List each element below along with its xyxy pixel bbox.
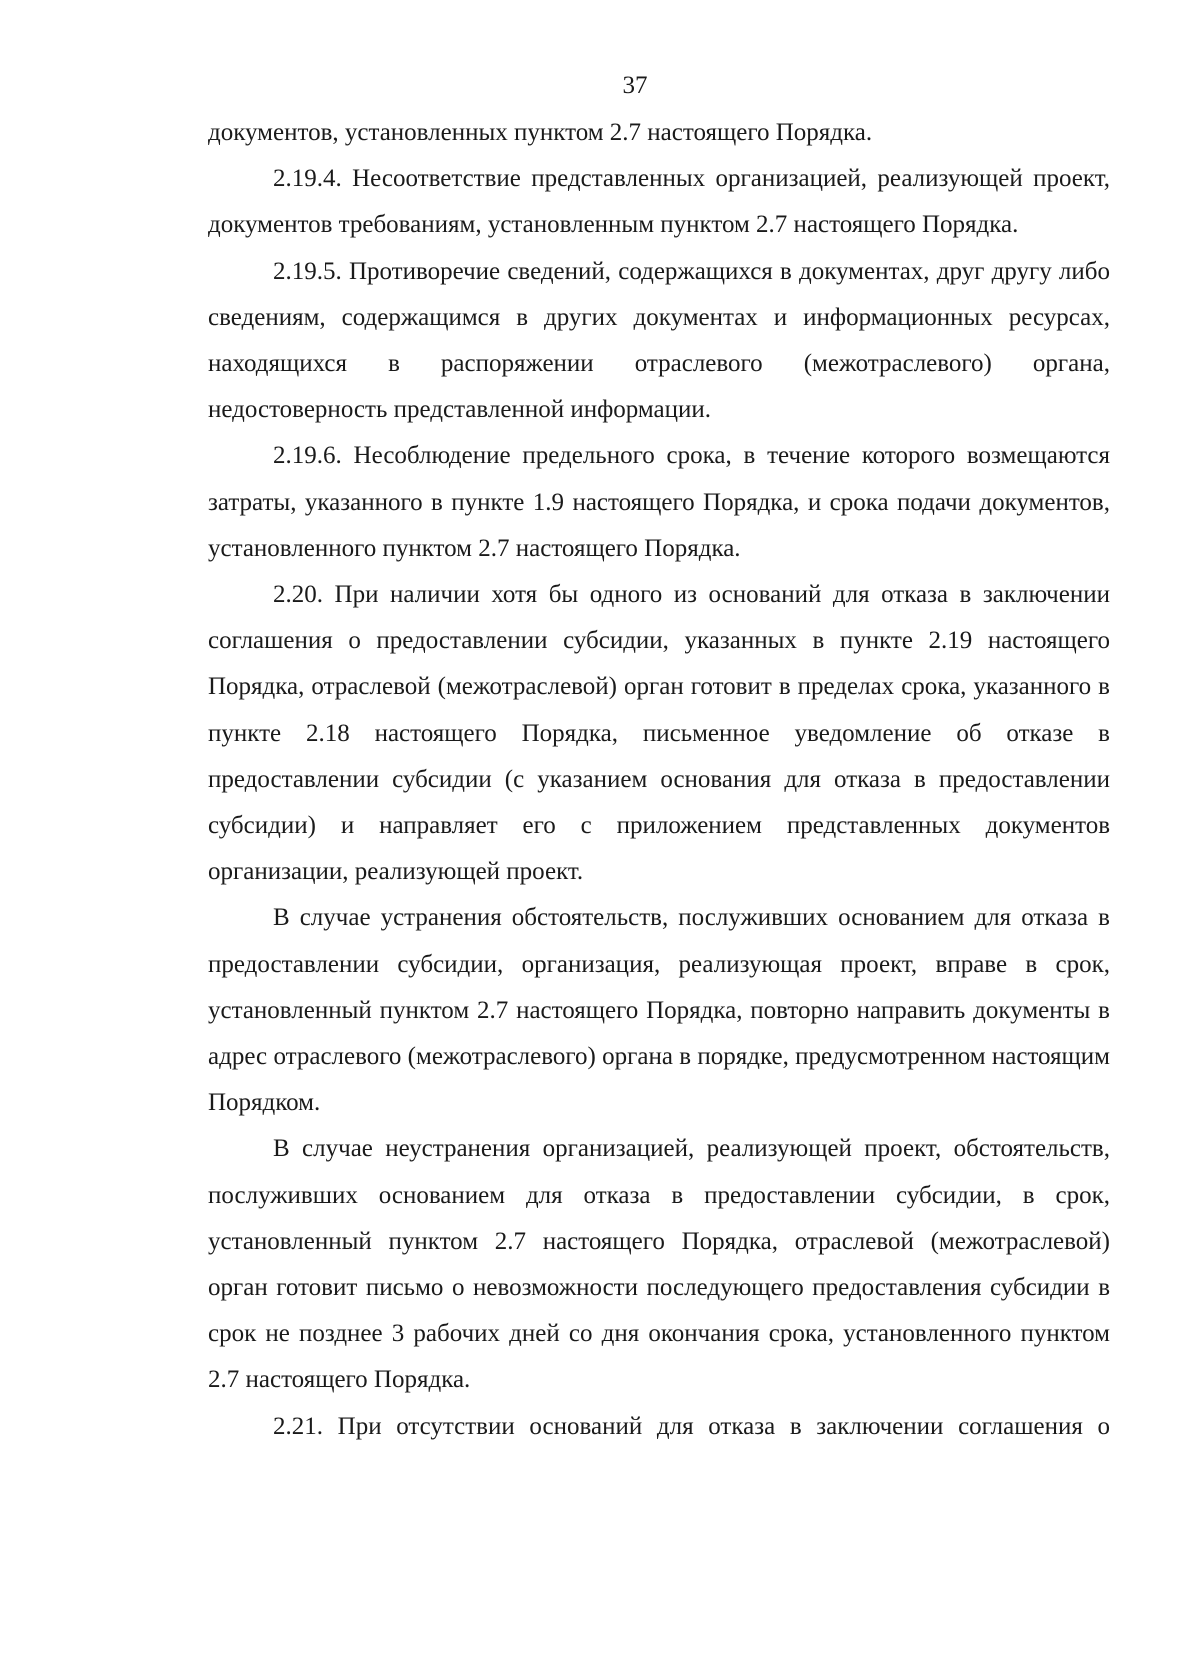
paragraph-2-19-6: 2.19.6. Несоблюдение предельного срока, в течение которого возмещаются затраты, указанного в пункте 1.9 настоящего Порядка, и срока подачи документов, установленного пунктом 2.7 настоящего Порядка. xyxy=(208,442,1110,562)
paragraph-2-19-5: 2.19.5. Противоречие сведений, содержащихся в документах, друг другу либо сведениям, содержащимся в других документах и информационных ресурсах, находящихся в распоряжении отраслевого (межотраслевого) органа, недостоверность представленной информации. xyxy=(208,257,1110,424)
paragraph-2-20: 2.20. При наличии хотя бы одного из оснований для отказа в заключении соглашения о предоставлении субсидии, указанных в пункте 2.19 настоящего Порядка, отраслевой (межотраслевой) орган готовит в пределах срока, указанного в пункте 2.18 настоящего Порядка, письменное уведомление об отказе в предоставлении субсидии (с указанием основания для отказа в предоставлении субсидии) и направляет его с приложением представленных документов организации, реализующей проект. xyxy=(208,581,1110,886)
page-number: 37 xyxy=(622,72,648,99)
paragraph-non-elimination-case: В случае неустранения организацией, реализующей проект, обстоятельств, послуживших основанием для отказа в предоставлении субсидии, в срок, установленный пунктом 2.7 настоящего Порядка, отраслевой (межотраслевой) орган готовит письмо о невозможности последующего предоставления субсидии в срок не позднее 3 рабочих дней со дня окончания срока, установленного пунктом 2.7 настоящего Порядка. xyxy=(208,1135,1110,1394)
paragraph-elimination-case: В случае устранения обстоятельств, послуживших основанием для отказа в предоставлении субсидии, организация, реализующая проект, вправе в срок, установленный пунктом 2.7 настоящего Порядка, повторно направить документы в адрес отраслевого (межотраслевого) органа в порядке, предусмотренном настоящим Порядком. xyxy=(208,904,1110,1117)
paragraph-2-19-4: 2.19.4. Несоответствие представленных организацией, реализующей проект, документов требованиям, установленным пунктом 2.7 настоящего Порядка. xyxy=(208,165,1110,239)
document-body xyxy=(208,110,1110,1450)
paragraph-2-21: 2.21. При отсутствии оснований для отказа в заключении соглашения о xyxy=(273,1412,1110,1440)
paragraph-continuation: документов, установленных пунктом 2.7 настоящего Порядка. xyxy=(208,119,873,146)
